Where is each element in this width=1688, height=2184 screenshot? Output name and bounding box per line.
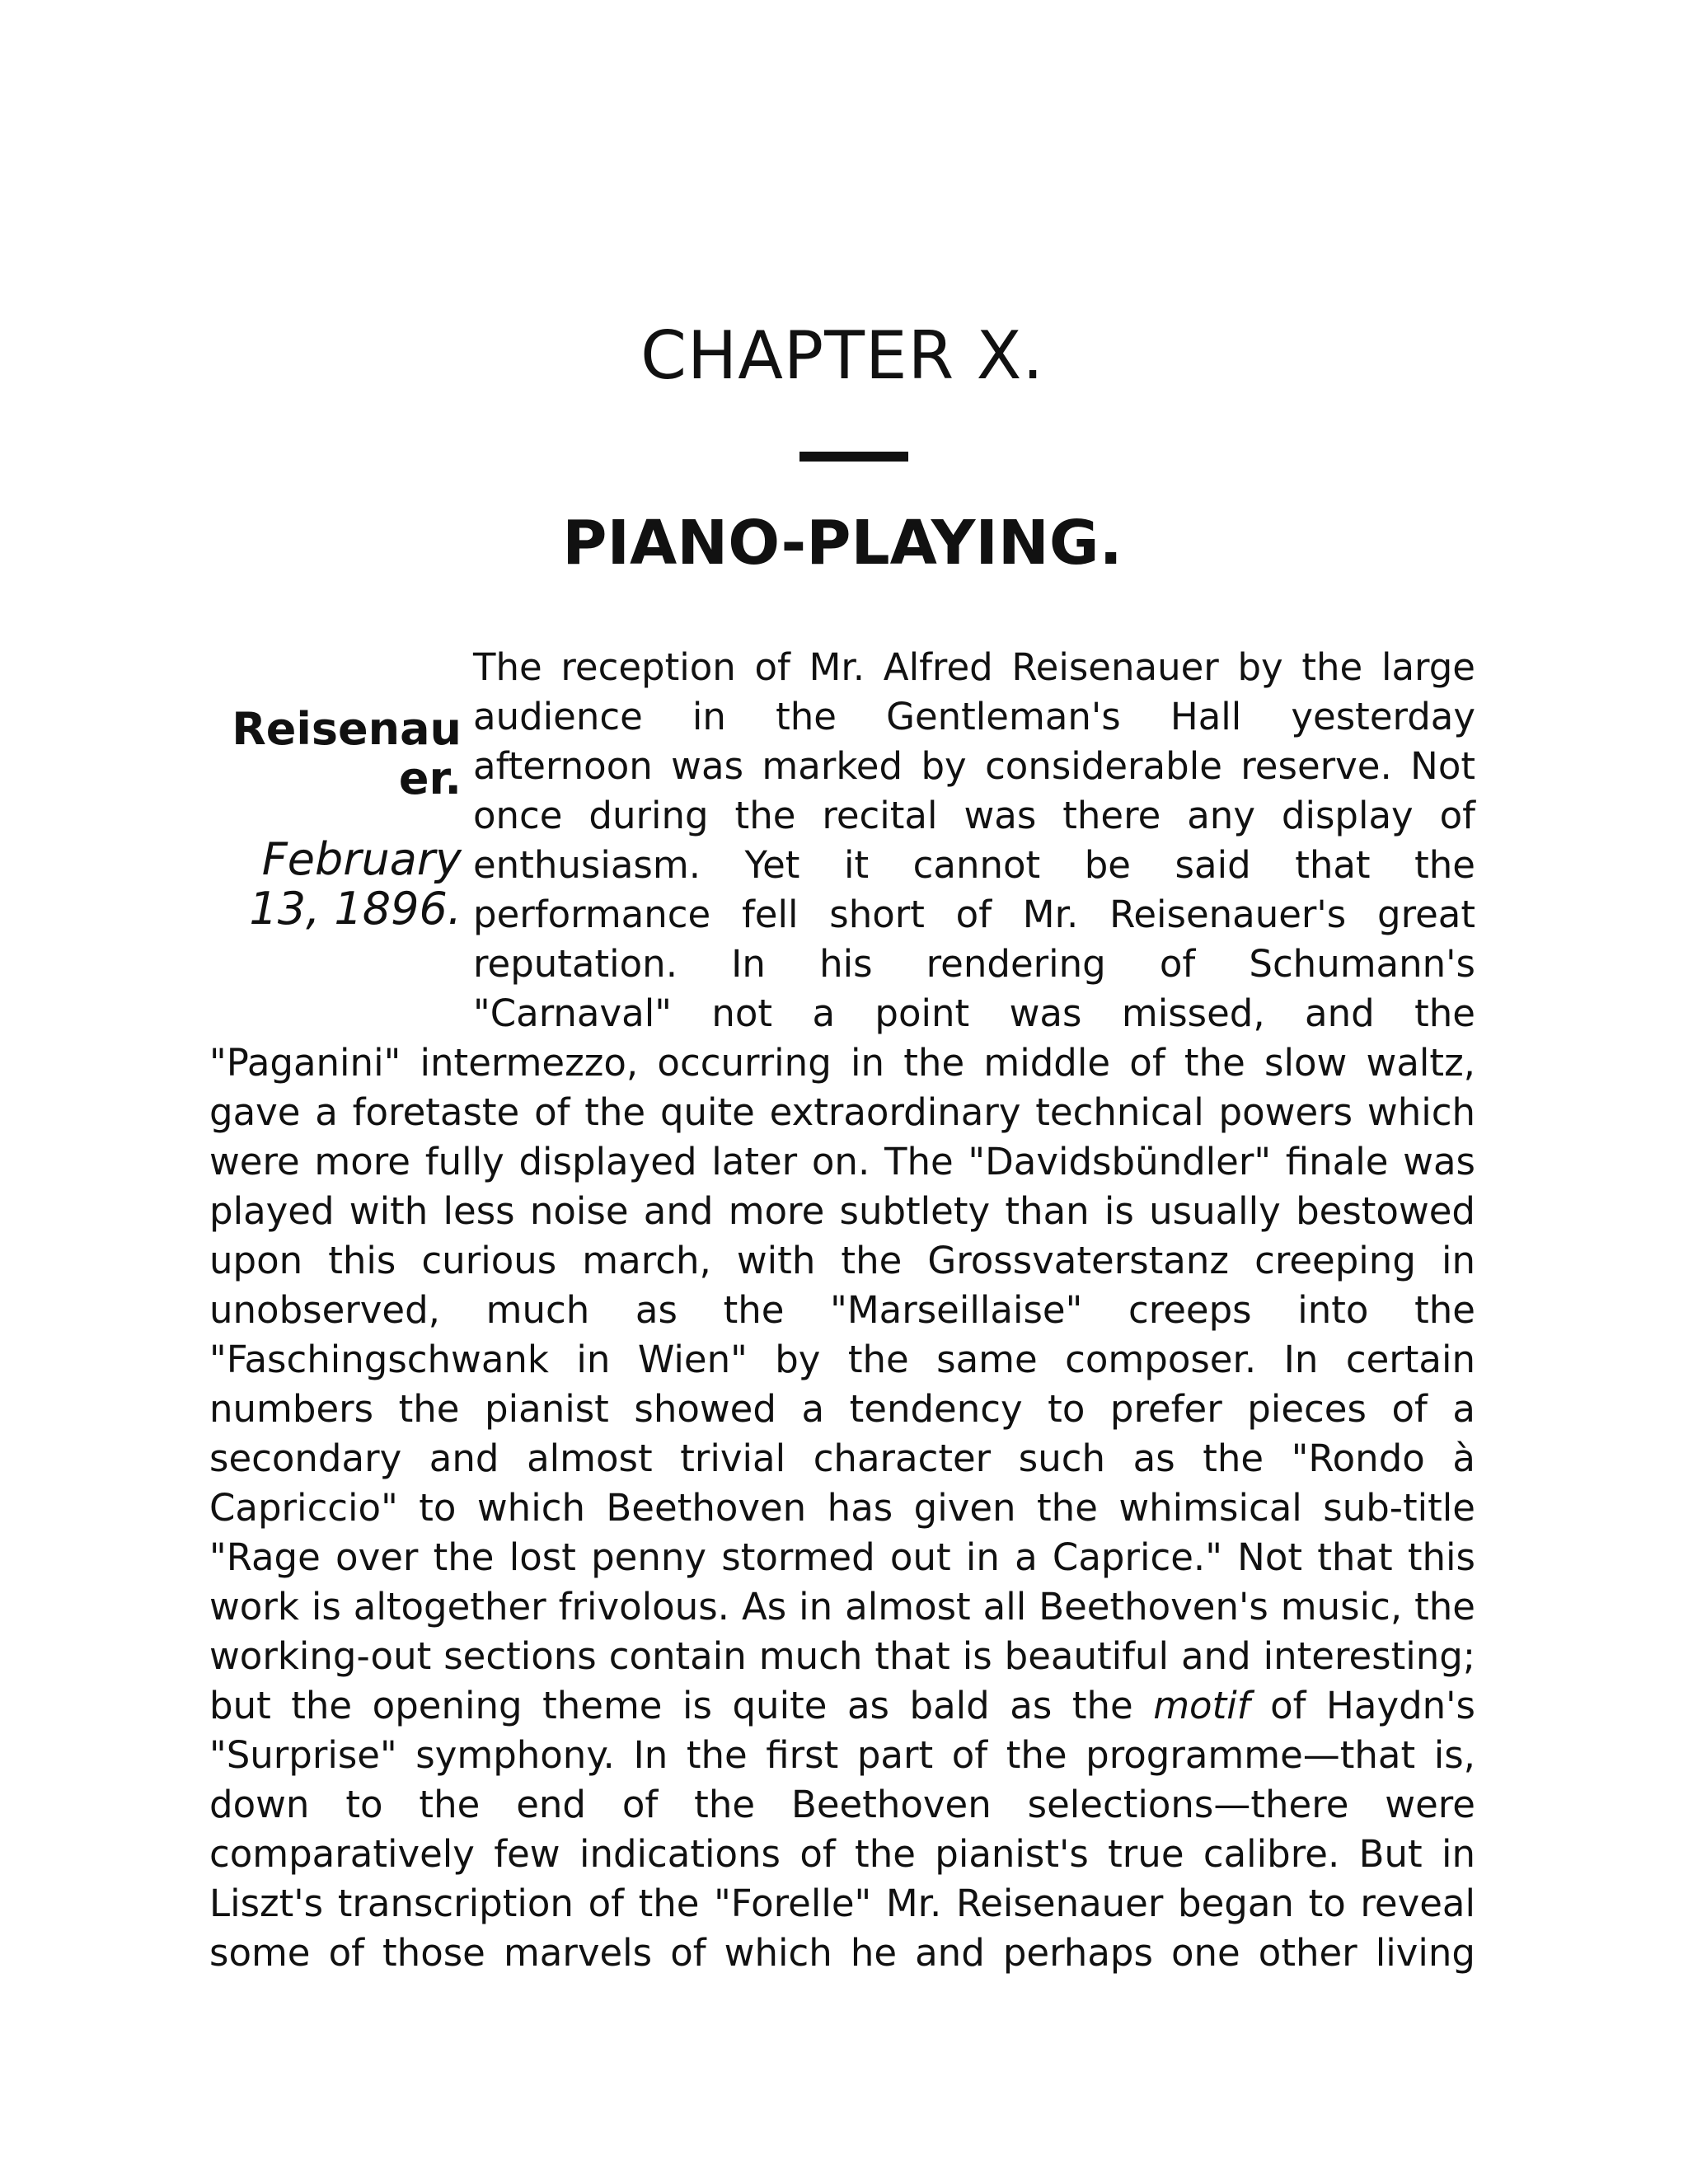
body-text-part-2: of Haydn's "Surprise" symphony. In the first part of the programme—that is, down to the end of the Beethoven selections—there were comparatively few indications of the pianist's true calibre. But in Liszt's transcription of the "Forelle" Mr. Reisenauer began to reveal some of those marvels of which he and perhaps one other living xyxy=(209,1684,1475,1975)
margin-sidenote xyxy=(209,705,462,934)
book-page xyxy=(209,0,1475,2184)
body-text-part-1: The reception of Mr. Alfred Reisenauer by the large audience in the Gentleman's Hall yesterday afternoon was marked by considerable reserve. Not once during the recital was there any display of enthusiasm. Yet it cannot be said that the performance fell short of Mr. Reisenauer's great reputation. In his rendering of Schumann's "Carnaval" not a point was missed, and the "Paganini" intermezzo, occurring in the middle of the slow waltz, gave a foretaste of the quite extraordinary technical powers which were more fully displayed later on. The "Davidsbündler" finale was played with less noise and more subtlety than is usually bestowed upon this curious march, with the Grossvaterstanz creeping in unobserved, much as the "Marseillaise" creeps into the "Faschingschwank in Wien" by the same composer. In certain numbers the pianist showed a tendency to prefer pieces of a secondary and almost trivial character such as the "Rondo à Capriccio" to which Beethoven has given the whimsical sub-title "Rage over the lost penny stormed out in a Caprice." Not that this work is altogether frivolous. As in almost all Beethoven's music, the working-out sections contain much that is beautiful and interesting; but the opening theme is quite as bald as the xyxy=(209,645,1475,1727)
chapter-heading: CHAPTER X. xyxy=(640,317,1044,394)
chapter-divider xyxy=(799,452,908,462)
chapter-title: PIANO-PLAYING. xyxy=(562,508,1123,579)
body-text-emphasis: motif xyxy=(1153,1684,1250,1727)
sidenote-name: Reisenauer. xyxy=(232,703,462,804)
sidenote-date: February 13, 1896. xyxy=(249,833,462,935)
